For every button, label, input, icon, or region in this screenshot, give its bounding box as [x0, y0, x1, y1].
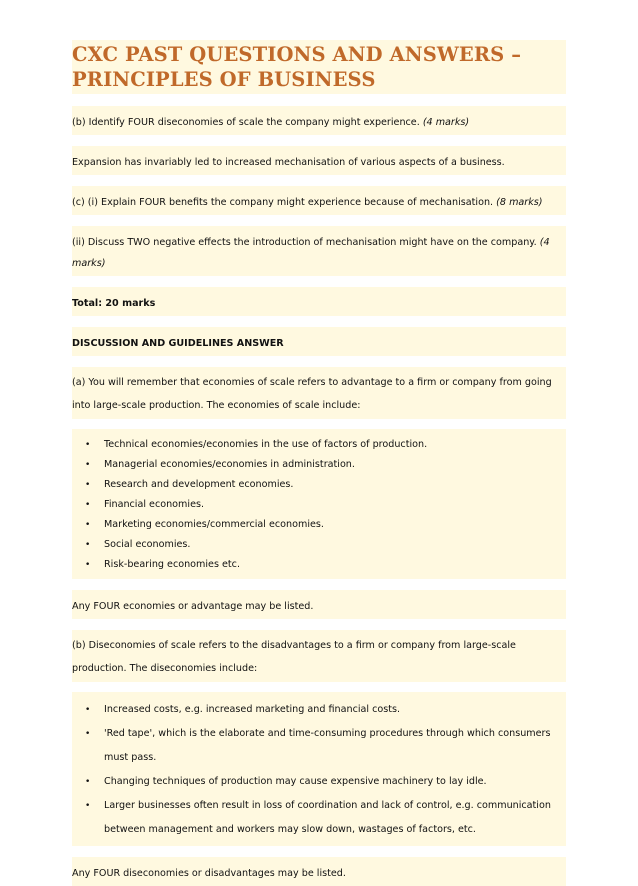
title-block — [72, 40, 566, 94]
any-four-economies — [72, 590, 566, 619]
question-c-i — [72, 186, 566, 215]
answer-b-text: (b) Diseconomies of scale refers to the disadvantages to a firm or company from large-scale production. The diseconomies include: — [72, 640, 516, 674]
economies-list-block — [72, 429, 566, 579]
any-four-diseconomies — [72, 857, 566, 886]
list-item: • 'Red tape', which is the elaborate and time-consuming procedures through which consumers must pass. — [72, 722, 566, 770]
question-c-ii-marks: (4 marks) — [72, 237, 550, 269]
diseconomies-list — [72, 692, 566, 846]
answer-b — [72, 630, 566, 682]
bullet-icon: • — [85, 520, 91, 530]
list-item: • Risk-bearing economies etc. — [72, 555, 566, 575]
bullet-icon: • — [85, 560, 91, 570]
total-marks — [72, 287, 566, 316]
list-item: • Financial economies. — [72, 495, 566, 515]
page-title: CXC PAST QUESTIONS AND ANSWERS – PRINCIPLES OF BUSINESS — [72, 43, 522, 91]
list-item: • Changing techniques of production may cause expensive machinery to lay idle. — [72, 770, 566, 794]
bullet-icon: • — [85, 540, 91, 550]
list-item: • Increased costs, e.g. increased marketing and financial costs. — [72, 698, 566, 722]
bullet-icon: • — [85, 480, 91, 490]
bullet-icon: • — [85, 801, 91, 811]
list-item: • Research and development economies. — [72, 475, 566, 495]
expansion-statement — [72, 146, 566, 175]
question-b — [72, 106, 566, 135]
diseconomies-list-block — [72, 692, 566, 846]
question-b-marks: (4 marks) — [422, 117, 470, 128]
bullet-icon: • — [85, 729, 91, 739]
bullet-icon: • — [85, 440, 91, 450]
list-item: • Managerial economies/economies in administration. — [72, 455, 566, 475]
discussion-heading-text: DISCUSSION AND GUIDELINES ANSWER — [72, 338, 284, 349]
discussion-heading — [72, 327, 566, 356]
list-item: • Marketing economies/commercial economies. — [72, 515, 566, 535]
any-four-diseconomies-text: Any FOUR diseconomies or disadvantages may be listed. — [72, 868, 346, 879]
question-c-i-marks: (8 marks) — [496, 197, 543, 208]
bullet-icon: • — [85, 500, 91, 510]
question-c-ii-text: (ii) Discuss TWO negative effects the introduction of mechanisation might have on the company. — [72, 237, 537, 248]
bullet-icon: • — [85, 460, 91, 470]
total-marks-text: Total: 20 marks — [72, 298, 156, 309]
list-item: • Social economies. — [72, 535, 566, 555]
question-c-ii — [72, 226, 566, 276]
list-item: • Technical economies/economies in the use of factors of production. — [72, 435, 566, 455]
list-item: • Larger businesses often result in loss of coordination and lack of control, e.g. communication between management and workers may slow down, wastages of factors, etc. — [72, 794, 566, 842]
bullet-icon: • — [85, 777, 91, 787]
answer-a — [72, 367, 566, 419]
any-four-economies-text: Any FOUR economies or advantage may be listed. — [72, 601, 314, 612]
answer-a-text: (a) You will remember that economies of scale refers to advantage to a firm or company from going into large-scale production. The economies of scale include: — [72, 377, 552, 411]
bullet-icon: • — [85, 705, 91, 715]
document-page — [72, 40, 566, 886]
economies-list — [72, 429, 566, 579]
question-b-text: (b) Identify FOUR diseconomies of scale the company might experience. — [72, 117, 420, 128]
question-c-i-text: (c) (i) Explain FOUR benefits the company might experience because of mechanisation. — [72, 197, 494, 208]
expansion-text: Expansion has invariably led to increased mechanisation of various aspects of a business. — [72, 157, 505, 168]
